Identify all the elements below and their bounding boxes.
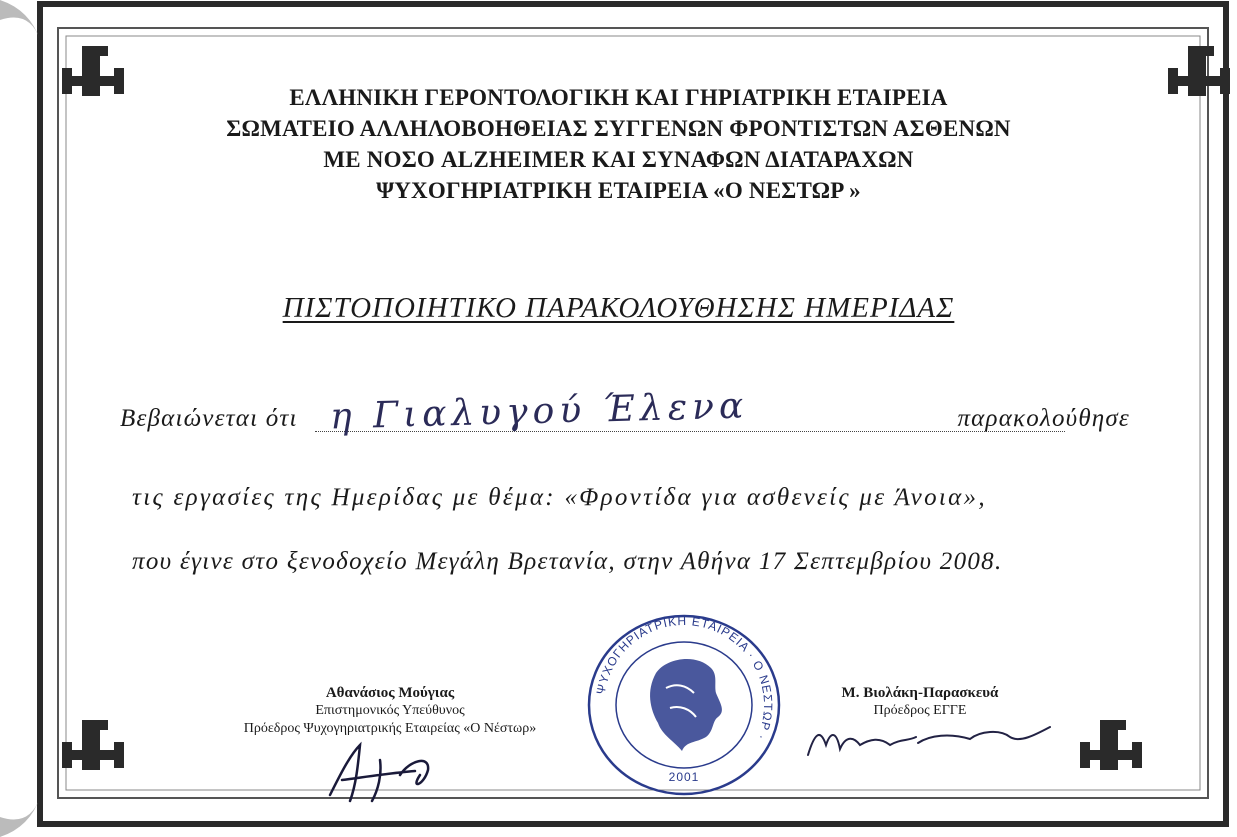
signature-right [800,715,1060,765]
signatory-left-name: Αθανάσιος Μούγιας [325,685,455,701]
corner-ornament-bottom-left [62,720,124,770]
header-line-2: ΣΩΜΑΤΕΙΟ ΑΛΛΗΛΟΒΟΗΘΕΙΑΣ ΣΥΓΓΕΝΩΝ ΦΡΟΝΤΙΣΤΩΝ ΑΣΘΕΝΩΝ [226,116,1011,141]
header-line-3: ΜΕ ΝΟΣΟ ALZHEIMER ΚΑΙ ΣΥΝΑΦΩΝ ΔΙΑΤΑΡΑΧΩΝ [323,147,914,172]
header-line-4: ΨΥΧΟΓΗΡΙΑΤΡΙΚΗ ΕΤΑΙΡΕΙΑ «Ο ΝΕΣΤΩΡ » [376,178,861,203]
certificate-title: ΠΙΣΤΟΠΟΙΗΤΙΚΟ ΠΑΡΑΚΟΛΟΥΘΗΣΗΣ ΗΜΕΡΙΔΑΣ [282,292,955,324]
topic-line: τις εργασίες της Ημερίδας με θέμα: «Φροντίδα για ασθενείς με Άνοια», [132,484,987,511]
signatory-right-role-1: Πρόεδρος ΕΓΓΕ [873,703,967,718]
signatory-left-role-1: Επιστημονικός Υπεύθυνος [315,703,465,718]
attended-text: παρακολούθησε [957,405,1130,432]
corner-ornament-bottom-right [1080,720,1142,770]
organization-header [0,82,1237,206]
header-line-1: ΕΛΛΗΝΙΚΗ ΓΕΡΟΝΤΟΛΟΓΙΚΗ ΚΑΙ ΓΗΡΙΑΤΡΙΚΗ ΕΤΑΙΡΕΙΑ [289,85,948,110]
signatory-left-role-2: Πρόεδρος Ψυχογηριατρικής Εταιρείας «Ο Νέστωρ» [243,721,537,736]
venue-line: που έγινε στο ξενοδοχείο Μεγάλη Βρετανία, στην Αθήνα 17 Σεπτεμβρίου 2008. [132,548,1003,575]
attests-text: Βεβαιώνεται ότι [120,405,298,432]
signatory-right-name: Μ. Βιολάκη-Παρασκευά [841,685,999,701]
signatory-left [215,684,565,738]
stamp-year: 2001 [668,770,700,784]
handwritten-name: η Γιαλυγού Έλενα [329,385,749,438]
signature-left [320,735,460,805]
nestor-head-emblem [650,659,722,751]
stamp-ring-text: ΨΥΧΟΓΗΡΙΑΤΡΙΚΗ ΕΤΑΙΡΕΙΑ · Ο ΝΕΣΤΩΡ · [593,613,776,743]
organization-stamp [586,613,782,798]
